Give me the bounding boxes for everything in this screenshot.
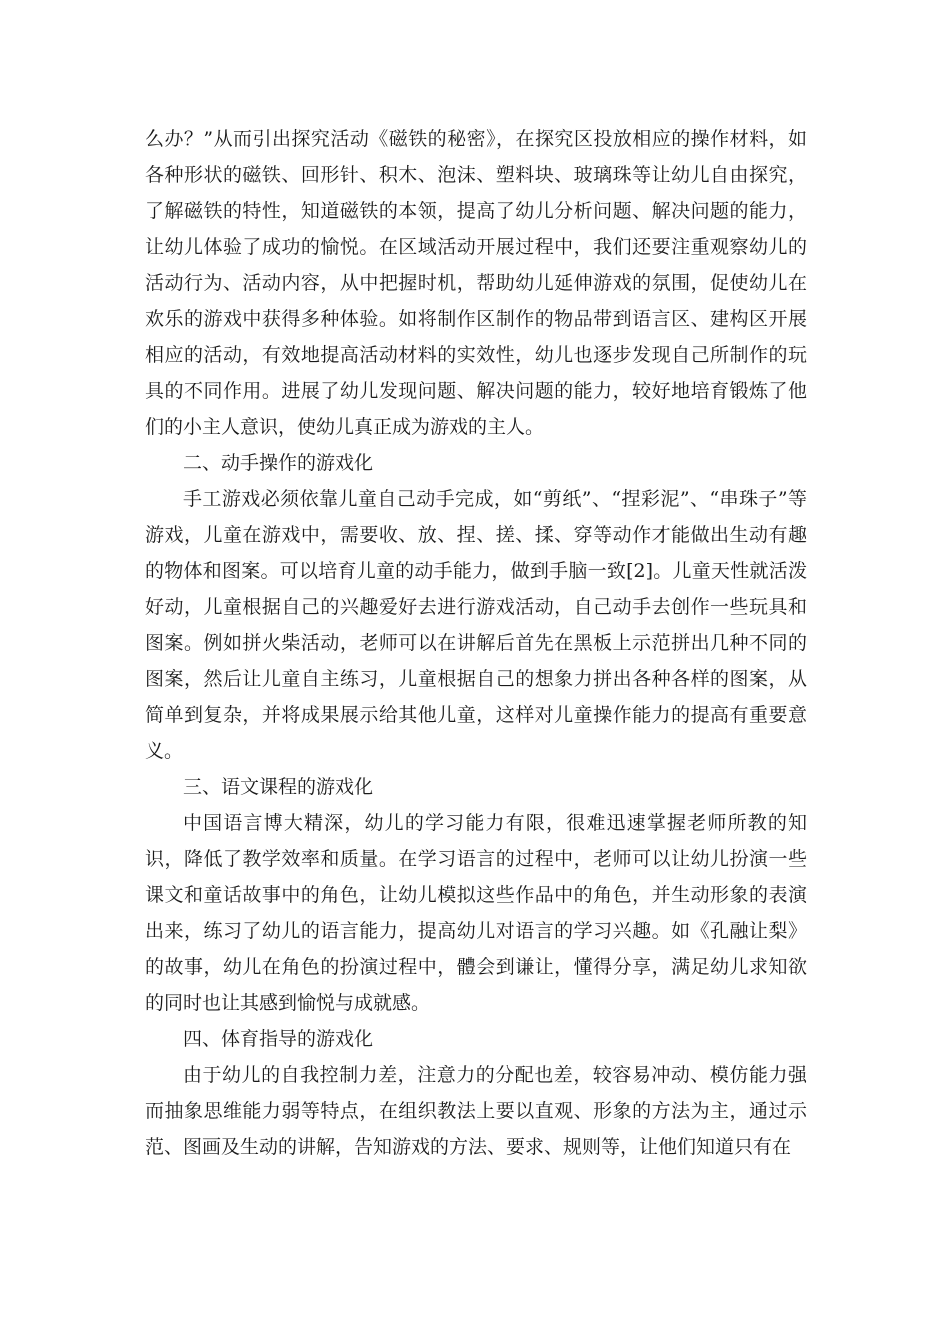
body-paragraph-4: 由于幼儿的自我控制力差，注意力的分配也差，较容易冲动、模仿能力强而抽象思维能力弱等特点，在组织教法上要以直观、形象的方法为主，通过示范、图画及生动的讲解，告知游戏的方法、要求、规则等，让他们知道只有在 — [145, 1064, 807, 1158]
section-heading-4: 四、体育指导的游戏化 — [183, 1028, 374, 1050]
body-paragraph-2: 手工游戏必须依靠儿童自己动手完成，如“剪纸”、“捏彩泥”、“串珠子”等游戏，儿童在游戏中，需要收、放、捏、搓、揉、穿等动作才能做出生动有趣的物体和图案。可以培育儿童的动手能力，做到手脑一致[2]。儿童天性就活泼好动，儿童根据自己的兴趣爱好去进行游戏活动，自己动手去创作一些玩具和图案。例如拼火柴活动，老师可以在讲解后首先在黑板上示范拼出几种不同的图案，然后让儿童自主练习，儿童根据自己的想象力拼出各种各样的图案，从简单到复杂，并将成果展示给其他儿童，这样对儿童操作能力的提高有重要意义。 — [145, 488, 807, 762]
body-paragraph-3: 中国语言博大精深，幼儿的学习能力有限，很难迅速掌握老师所教的知识，降低了教学效率和质量。在学习语言的过程中，老师可以让幼儿扮演一些课文和童话故事中的角色，让幼儿模拟这些作品中的角色，并生动形象的表演出来，练习了幼儿的语言能力，提高幼儿对语言的学习兴趣。如《孔融让梨》的故事，幼儿在角色的扮演过程中，體会到谦让，懂得分享，满足幼儿求知欲的同时也让其感到愉悦与成就感。 — [145, 812, 807, 1014]
section-heading-3: 三、语文课程的游戏化 — [183, 776, 374, 798]
body-paragraph-1: 么办？”从而引出探究活动《磁铁的秘密》，在探究区投放相应的操作材料，如各种形状的磁铁、回形针、积木、泡沫、塑料块、玻璃珠等让幼儿自由探究，了解磁铁的特性，知道磁铁的本领，提高了幼儿分析问题、解决问题的能力，让幼儿体验了成功的愉悦。在区域活动开展过程中，我们还要注重观察幼儿的活动行为、活动内容，从中把握时机，帮助幼儿延伸游戏的氛围，促使幼儿在欢乐的游戏中获得多种体验。如将制作区制作的物品带到语言区、建构区开展相应的活动，有效地提高活动材料的实效性，幼儿也逐步发现自己所制作的玩具的不同作用。进展了幼儿发现问题、解决问题的能力，较好地培育锻炼了他们的小主人意识，使幼儿真正成为游戏的主人。 — [145, 128, 807, 438]
section-heading-2: 二、动手操作的游戏化 — [183, 452, 374, 474]
document-page — [145, 121, 807, 1165]
